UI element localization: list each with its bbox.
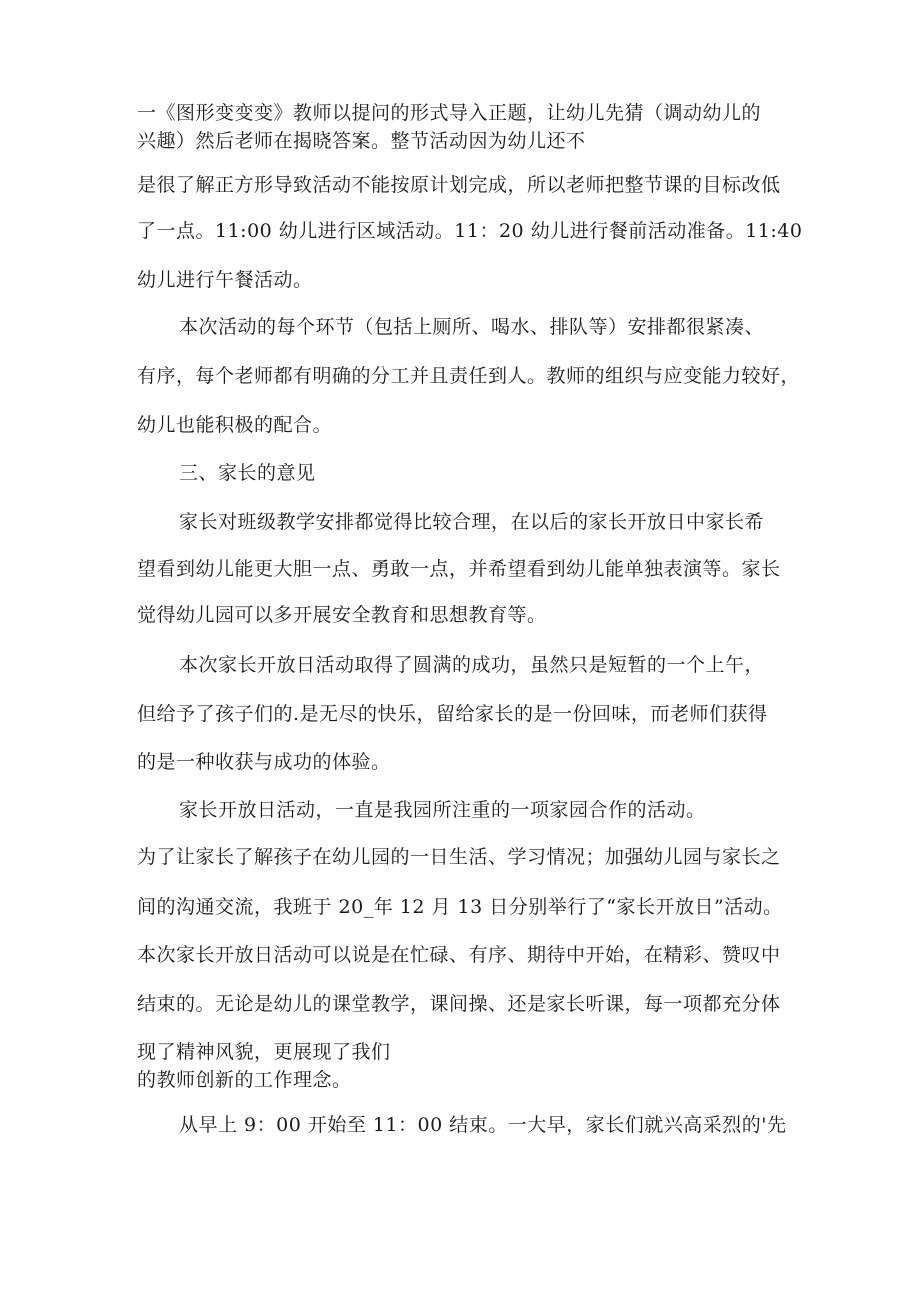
text-line: 望看到幼儿能更大胆一点、勇敢一点，并希望看到幼儿能单独表演等。家长 [137,558,781,580]
text-line: 是很了解正方形导致活动不能按原计划完成，所以老师把整节课的目标改低 [137,174,781,196]
text-line: 一《图形变变变》教师以提问的形式导入正题，让幼儿先猜（调动幼儿的 [137,102,762,124]
text-line: 了一点。11:00 幼儿进行区域活动。11：20 幼儿进行餐前活动准备。11:40 [137,220,803,242]
paragraph-first-line: 本次家长开放日活动取得了圆满的成功，虽然只是短暂的一个上午， [179,654,765,676]
text-line: 幼儿进行午餐活动。 [137,269,313,291]
paragraph-first-line: 本次活动的每个环节（包括上厕所、喝水、排队等）安排都很紧凑、 [179,316,765,338]
text-line: 有序，每个老师都有明确的分工并且责任到人。教师的组织与应变能力较好， [137,365,801,387]
paragraph-first-line: 家长开放日活动，一直是我园所注重的一项家园合作的活动。 [179,799,706,821]
text-line: 觉得幼儿园可以多开展安全教育和思想教育等。 [137,604,547,626]
paragraph-first-line: 家长对班级教学安排都觉得比较合理，在以后的家长开放日中家长希 [179,511,765,533]
text-line: 幼儿也能积极的配合。 [137,414,333,436]
text-line: 的是一种收获与成功的体验。 [137,751,391,773]
paragraph-first-line: 从早上 9：00 开始至 11：00 结束。一大早，家长们就兴高采烈的'先 [179,1114,787,1136]
text-line: 为了让家长了解孩子在幼儿园的一日生活、学习情况；加强幼儿园与家长之 [137,846,781,868]
text-line: 但给予了孩子们的.是无尽的快乐，留给家长的是一份回味，而老师们获得 [137,703,768,725]
text-line: 现了精神风貌，更展现了我们 [137,1041,391,1063]
text-line: 间的沟通交流，我班于 20_年 12 月 13 日分别举行了“家长开放日”活动。 [137,896,783,918]
text-line: 兴趣）然后老师在揭晓答案。整节活动因为幼儿还不 [137,130,586,152]
section-heading: 三、家长的意见 [179,462,316,484]
text-line: 结束的。无论是幼儿的课堂教学，课间操、还是家长听课，每一项都充分体 [137,993,781,1015]
text-line: 本次家长开放日活动可以说是在忙碌、有序、期待中开始，在精彩、赞叹中 [137,944,781,966]
text-line: 的教师创新的工作理念。 [137,1069,352,1091]
